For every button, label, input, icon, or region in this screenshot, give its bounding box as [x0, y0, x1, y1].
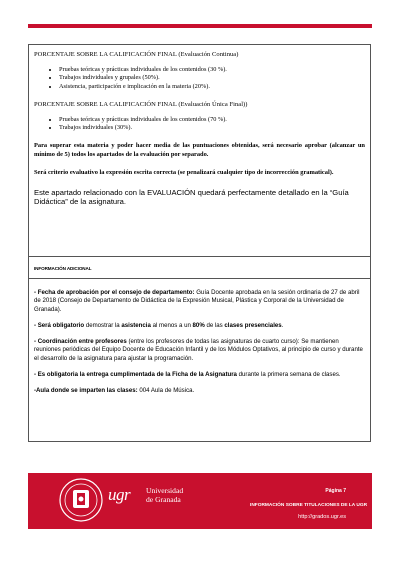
list-item: • Asistencia, participación e implicación en la materia (20%).: [59, 83, 365, 91]
list-item: • Trabajos individuales (30%).: [59, 124, 365, 132]
info-section: [29, 279, 370, 404]
coordination-paragraph: [34, 338, 365, 363]
attendance-f: de las: [204, 321, 225, 329]
unica-list: [34, 116, 365, 133]
writing-note: Será criterio evaluativo la expresión escrita correcta (se penalizará cualquier tipo de incorrección gramatical).: [34, 169, 334, 177]
header-red-bar: [28, 24, 372, 28]
content-table: [28, 44, 371, 442]
university-seal-icon: [58, 477, 104, 523]
attendance-paragraph: [34, 322, 365, 330]
footer-url-link[interactable]: http://grados.ugr.es: [298, 514, 346, 520]
form-text: durante la primera semana de clases.: [236, 371, 341, 379]
attendance-h: .: [281, 321, 284, 329]
attendance-b: demostrar la: [84, 321, 122, 329]
university-name-line1: Universidad: [146, 486, 184, 495]
guide-note: Este apartado relacionado con la EVALUACIÓN quedará perfectamente detallado en la “Guía Didáctica” de la asignatura.: [34, 187, 349, 207]
pass-note: Para superar esta materia y poder hacer media de las puntuaciones obtenidas, será necesario aprobar (alcanzar un mínimo de 5) todos los apartados de la evaluación por separado.: [34, 142, 365, 158]
info-heading-cell: [29, 257, 370, 279]
university-name: [146, 486, 183, 504]
page-number: Página 7: [325, 488, 346, 494]
list-item: • Pruebas teóricas y prácticas individuales de los contenidos (70 %).: [59, 116, 365, 124]
unica-heading: PORCENTAJE SOBRE LA CALIFICACIÓN FINAL (Evaluación Única Final)): [34, 100, 248, 108]
list-item: • Pruebas teóricas y prácticas individuales de los contenidos (30 %).: [59, 66, 365, 74]
classroom-label: -Aula donde se imparten las clases:: [34, 387, 138, 395]
university-name-line2: de Granada: [146, 495, 181, 504]
attendance-a: - Será obligatorio: [34, 321, 85, 329]
approval-paragraph: [34, 289, 365, 314]
attendance-g: clases presenciales: [224, 321, 282, 329]
evaluation-section: [29, 45, 370, 257]
footer-info-line: INFORMACIÓN SOBRE TITULACIONES DE LA UGR: [250, 503, 368, 508]
form-label: - Es obligatoria la entrega cumplimentada de la Ficha de la Asignatura: [34, 371, 237, 379]
approval-label: - Fecha de aprobación por el consejo de departamento:: [34, 289, 195, 296]
coordination-label: - Coordinación entre profesores: [34, 338, 127, 346]
info-title: INFORMACIÓN ADICIONAL: [34, 266, 92, 271]
ugr-logo-text: ugr: [108, 485, 131, 504]
footer-banner: [28, 473, 372, 529]
classroom-paragraph: [34, 387, 365, 395]
approval-text: Guía Docente aprobada en la sesión ordinaria de 27 de abril de 2018 (Consejo de Departamento de Didáctica de la Expresión Musical, Plástica y Corporal de la Universidad de Granada).: [34, 289, 360, 313]
attendance-d: al menos a un: [150, 321, 193, 329]
attendance-e: 80%: [192, 321, 205, 329]
continua-heading: PORCENTAJE SOBRE LA CALIFICACIÓN FINAL (Evaluación Continua): [34, 51, 239, 58]
continua-list: [34, 66, 365, 91]
form-paragraph: [34, 371, 365, 379]
attendance-c: asistencia: [121, 321, 151, 329]
list-item: • Trabajos individuales y grupales (50%).: [59, 74, 365, 82]
coordination-text: (entre los profesores de todas las asignaturas de cuarto curso): Se mantienen reuniones periódicas del Equipo Docente de Educación Infantil y de los Módulos Optativos, al principio de curso y durante el desarrollo de la asignatura para ajustar la programación.: [34, 338, 363, 362]
classroom-text: 004 Aula de Música.: [137, 387, 195, 395]
